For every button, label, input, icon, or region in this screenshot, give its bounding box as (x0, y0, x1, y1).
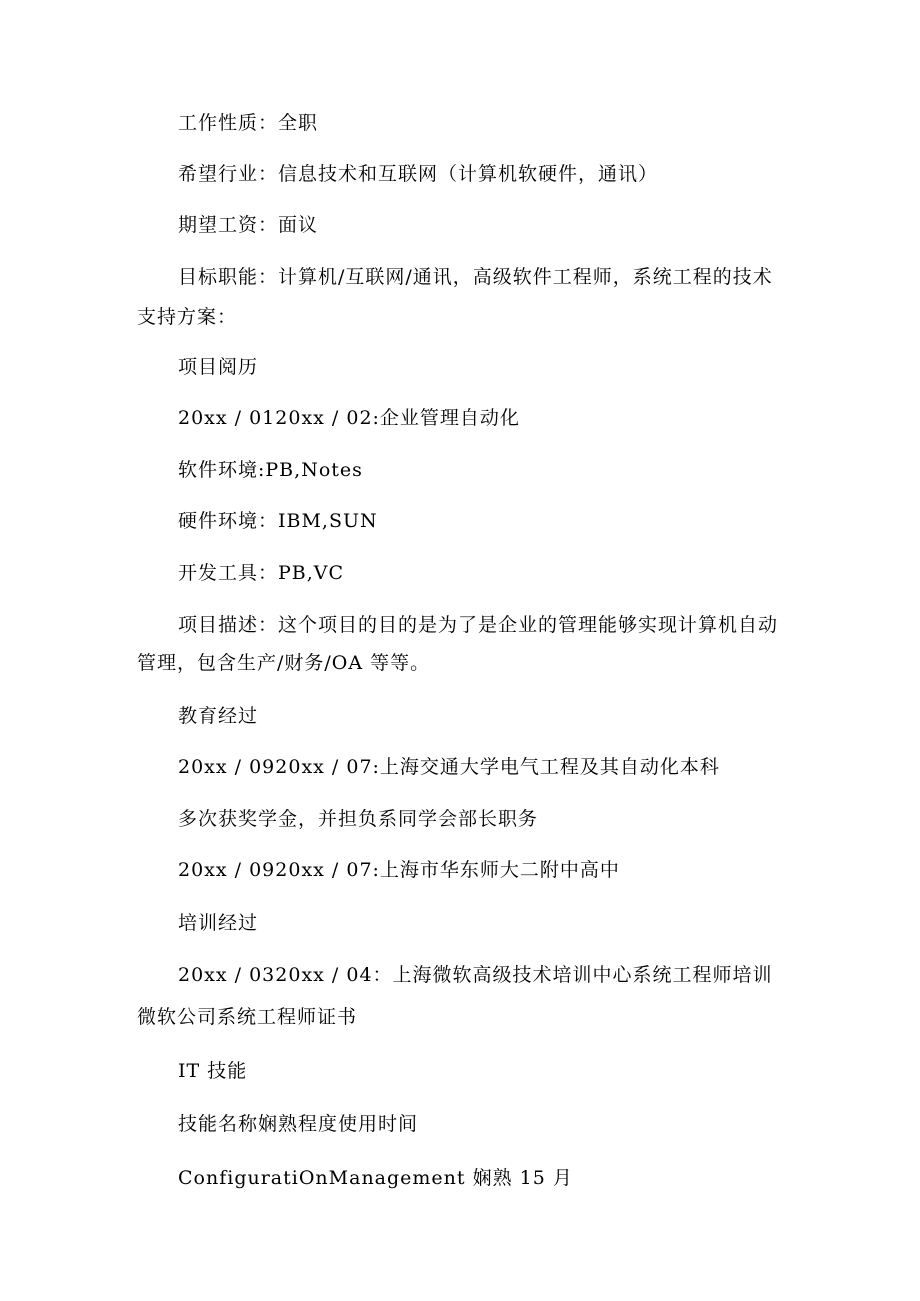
training-certificate-line: 微软公司系统工程师证书 (137, 1006, 358, 1028)
section-heading-training: 培训经过 (178, 912, 259, 934)
hardware-environment-line: 硬件环境：IBM,SUN (178, 510, 378, 532)
software-environment-line: 软件环境:PB,Notes (178, 459, 363, 481)
project-description-continuation: 管理，包含生产/财务/OA 等等。 (137, 652, 431, 674)
skills-table-header: 技能名称娴熟程度使用时间 (178, 1113, 419, 1135)
desired-industry-line: 希望行业：信息技术和互联网（计算机软硬件，通讯） (178, 163, 659, 185)
project-description-line: 项目描述：这个项目的目的是为了是企业的管理能够实现计算机自动 (178, 614, 779, 636)
education-university-line: 20xx / 0920xx / 07:上海交通大学电气工程及其自动化本科 (178, 756, 720, 778)
training-period-line: 20xx / 0320xx / 04：上海微软高级技术培训中心系统工程师培训 (178, 964, 773, 986)
education-highschool-line: 20xx / 0920xx / 07:上海市华东师大二附中高中 (178, 859, 620, 881)
section-heading-it-skills: IT 技能 (178, 1060, 248, 1082)
job-type-line: 工作性质：全职 (178, 112, 319, 134)
education-awards-line: 多次获奖学金，并担负系同学会部长职务 (178, 808, 539, 830)
skills-row: ConfiguratiOnManagement 娴熟 15 月 (178, 1167, 573, 1189)
target-function-line: 目标职能：计算机/互联网/通讯，高级软件工程师，系统工程的技术 (178, 266, 773, 288)
section-heading-education: 教育经过 (178, 705, 259, 727)
target-function-continuation: 支持方案： (137, 306, 238, 328)
section-heading-projects: 项目阅历 (178, 356, 259, 378)
project-period-line: 20xx / 0120xx / 02:企业管理自动化 (178, 407, 520, 429)
dev-tools-line: 开发工具：PB,VC (178, 562, 345, 584)
expected-salary-line: 期望工资：面议 (178, 214, 319, 236)
